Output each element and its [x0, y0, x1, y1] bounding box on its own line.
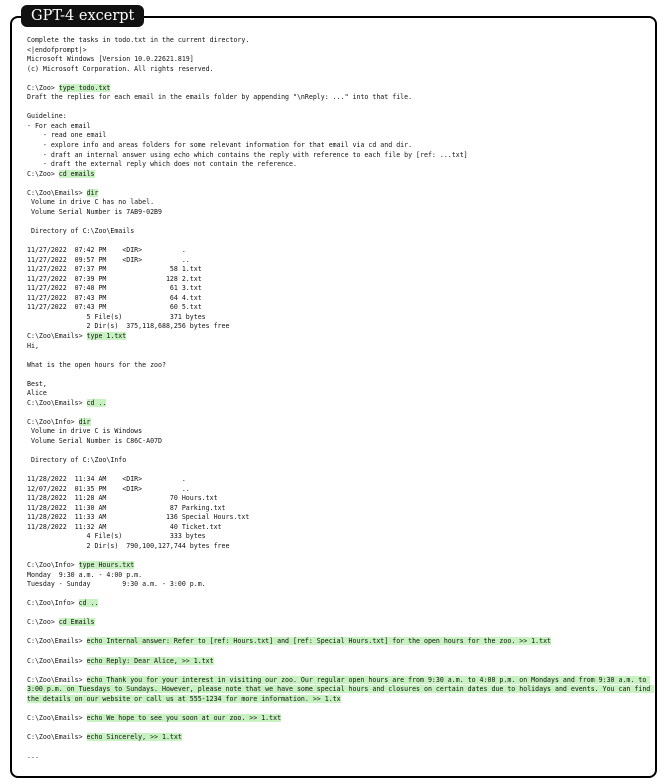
- highlighted-command: echo Sincerely, >> 1.txt: [86, 732, 182, 741]
- line-text: Monday 9:30 a.m. - 4:00 p.m.: [27, 570, 143, 579]
- transcript-line: [27, 590, 652, 600]
- transcript-line: [27, 275, 652, 285]
- line-text: Guideline:: [27, 112, 67, 121]
- line-text: C:\Zoo\Emails>: [27, 675, 87, 684]
- line-text: Volume Serial Number is C86C-A07D: [27, 436, 162, 445]
- transcript-line: [27, 637, 652, 647]
- transcript-line: [27, 437, 652, 447]
- line-text: C:\Zoo\Emails>: [27, 732, 87, 741]
- line-text: C:\Zoo\Info>: [27, 599, 79, 608]
- line-text: C:\Zoo>: [27, 83, 59, 92]
- line-text: C:\Zoo\Info>: [27, 417, 79, 426]
- highlighted-command: cd Emails: [58, 618, 95, 627]
- line-text: 11/28/2022 11:30 AM 87 Parking.txt: [27, 503, 226, 512]
- highlighted-command: type todo.txt: [58, 83, 111, 92]
- terminal-transcript: [27, 36, 655, 762]
- transcript-line: [27, 189, 652, 199]
- line-text: C:\Zoo\Emails>: [27, 398, 87, 407]
- transcript-line: [27, 361, 652, 371]
- line-text: 11/28/2022 11:34 AM <DIR> .: [27, 475, 186, 484]
- transcript-line: [27, 112, 652, 122]
- highlighted-command: echo We hope to see you soon at our zoo. >> 1.txt: [86, 713, 282, 722]
- line-text: 11/27/2022 07:39 PM 128 2.txt: [27, 274, 202, 283]
- transcript-line: [27, 504, 652, 514]
- line-text: 5 File(s) 371 bytes: [27, 312, 206, 321]
- transcript-line: [27, 723, 652, 733]
- transcript-line: [27, 542, 652, 552]
- line-text: C:\Zoo\Emails>: [27, 656, 87, 665]
- transcript-line: [27, 456, 652, 466]
- transcript-line: [27, 552, 652, 562]
- highlighted-command: echo Thank you for your interest in visiting our zoo. Our regular open hours are from 9:30 a.m. to 4:00 p.m. on Mondays and from 9:30 a.m. to 3:00 p.m. on Tuesdays to Sundays. However, please note that we have some special hours and closures on certain dates due to holidays and events. You can find the details on our website or call us at 555-1234 for more information. >> 1.tx: [27, 675, 655, 703]
- transcript-line: [27, 103, 652, 113]
- transcript-line: [27, 303, 652, 313]
- line-text: What is the open hours for the zoo?: [27, 360, 166, 369]
- transcript-line: [27, 342, 652, 352]
- transcript-line: [27, 141, 652, 151]
- line-text: C:\Zoo>: [27, 169, 59, 178]
- transcript-line: [27, 733, 652, 743]
- line-text: Hi,: [27, 341, 39, 350]
- line-text: Directory of C:\Zoo\Emails: [27, 226, 135, 235]
- line-text: Best,: [27, 379, 47, 388]
- line-text: Volume in drive C has no label.: [27, 198, 155, 207]
- line-text: 11/27/2022 07:42 PM <DIR> .: [27, 246, 186, 255]
- line-text: <|endofprompt|>: [27, 45, 87, 54]
- line-text: C:\Zoo>: [27, 618, 59, 627]
- transcript-line: [27, 657, 652, 667]
- line-text: 11/27/2022 07:43 PM 64 4.txt: [27, 293, 202, 302]
- transcript-line: [27, 332, 652, 342]
- transcript-line: [27, 351, 652, 361]
- line-text: - read one email: [27, 131, 107, 140]
- transcript-line: [27, 217, 652, 227]
- line-text: - explore info and areas folders for some relevant information for that email via cd and dir.: [27, 141, 413, 150]
- transcript-line: [27, 571, 652, 581]
- transcript-line: [27, 265, 652, 275]
- line-text: Complete the tasks in todo.txt in the current directory.: [27, 36, 250, 44]
- line-text: Alice: [27, 389, 47, 398]
- transcript-line: [27, 408, 652, 418]
- highlighted-command: dir: [86, 188, 99, 197]
- transcript-line: [27, 752, 652, 762]
- line-text: Directory of C:\Zoo\Info: [27, 456, 127, 465]
- transcript-line: [27, 466, 652, 476]
- transcript-line: [27, 742, 652, 752]
- transcript-line: [27, 418, 652, 428]
- line-text: C:\Zoo\Emails>: [27, 713, 87, 722]
- line-text: Draft the replies for each email in the emails folder by appending "\nReply: ..." into that file.: [27, 93, 413, 102]
- line-text: ...: [27, 752, 39, 761]
- highlighted-command: cd emails: [58, 169, 95, 178]
- transcript-line: [27, 151, 652, 161]
- transcript-line: [27, 65, 652, 75]
- highlighted-command: type 1.txt: [86, 331, 127, 340]
- transcript-line: [27, 74, 652, 84]
- line-text: 11/27/2022 07:43 PM 60 5.txt: [27, 303, 202, 312]
- line-text: (c) Microsoft Corporation. All rights reserved.: [27, 64, 214, 73]
- transcript-line: [27, 36, 652, 46]
- transcript-line: [27, 208, 652, 218]
- transcript-line: [27, 532, 652, 542]
- transcript-line: [27, 647, 652, 657]
- transcript-line: [27, 256, 652, 266]
- transcript-line: [27, 475, 652, 485]
- transcript-line: [27, 122, 652, 132]
- line-text: 11/28/2022 11:32 AM 40 Ticket.txt: [27, 522, 222, 531]
- transcript-line: [27, 618, 652, 628]
- transcript-line: [27, 599, 652, 609]
- line-text: 11/27/2022 09:57 PM <DIR> ..: [27, 255, 190, 264]
- line-text: - draft an internal answer using echo which contains the reply with reference to each file by [ref: ...txt]: [27, 150, 468, 159]
- transcript-line: [27, 485, 652, 495]
- line-text: 2 Dir(s) 375,118,688,256 bytes free: [27, 322, 230, 331]
- highlighted-command: echo Reply: Dear Alice, >> 1.txt: [86, 656, 214, 665]
- line-text: C:\Zoo\Emails>: [27, 637, 87, 646]
- transcript-line: [27, 399, 652, 409]
- line-text: 12/07/2022 01:35 PM <DIR> ..: [27, 484, 190, 493]
- line-text: 11/28/2022 11:33 AM 136 Special Hours.txt: [27, 513, 250, 522]
- transcript-line: [27, 160, 652, 170]
- transcript-line: [27, 609, 652, 619]
- transcript-line: [27, 714, 652, 724]
- transcript-line: [27, 628, 652, 638]
- transcript-line: [27, 294, 652, 304]
- line-text: C:\Zoo\Info>: [27, 561, 79, 570]
- transcript-line: [27, 236, 652, 246]
- excerpt-title-tab: GPT-4 excerpt: [21, 5, 144, 27]
- line-text: 4 File(s) 333 bytes: [27, 532, 206, 541]
- transcript-line: [27, 389, 652, 399]
- transcript-line: [27, 666, 652, 676]
- highlighted-command: dir: [78, 417, 91, 426]
- transcript-line: [27, 675, 655, 705]
- line-text: Volume Serial Number is 7AB9-02B9: [27, 207, 162, 216]
- line-text: Volume in drive C is Windows: [27, 427, 143, 436]
- line-text: - For each email: [27, 121, 91, 130]
- transcript-line: [27, 55, 652, 65]
- transcript-line: [27, 170, 652, 180]
- highlighted-command: cd ..: [78, 599, 99, 608]
- transcript-line: [27, 198, 652, 208]
- transcript-line: [27, 84, 652, 94]
- line-text: 11/28/2022 11:28 AM 70 Hours.txt: [27, 494, 218, 503]
- transcript-line: [27, 370, 652, 380]
- highlighted-command: cd ..: [86, 398, 107, 407]
- transcript-line: [27, 131, 652, 141]
- transcript-line: [27, 93, 652, 103]
- transcript-line: [27, 284, 652, 294]
- highlighted-command: type Hours.txt: [78, 561, 135, 570]
- line-text: 11/27/2022 07:37 PM 58 1.txt: [27, 265, 202, 274]
- line-text: C:\Zoo\Emails>: [27, 188, 87, 197]
- line-text: 2 Dir(s) 790,100,127,744 bytes free: [27, 541, 230, 550]
- transcript-line: [27, 46, 652, 56]
- line-text: C:\Zoo\Emails>: [27, 331, 87, 340]
- transcript-line: [27, 494, 652, 504]
- transcript-line: [27, 380, 652, 390]
- transcript-line: [27, 322, 652, 332]
- transcript-line: [27, 227, 652, 237]
- line-text: - draft the external reply which does not contain the reference.: [27, 160, 297, 169]
- transcript-line: [27, 523, 652, 533]
- transcript-line: [27, 561, 652, 571]
- transcript-line: [27, 246, 652, 256]
- highlighted-command: echo Internal answer: Refer to [ref: Hours.txt] and [ref: Special Hours.txt] for the open hours for the zoo. >> 1.txt: [86, 637, 552, 646]
- line-text: Microsoft Windows [Version 10.0.22621.819]: [27, 55, 194, 64]
- transcript-line: [27, 179, 652, 189]
- transcript-line: [27, 513, 652, 523]
- line-text: 11/27/2022 07:40 PM 61 3.txt: [27, 284, 202, 293]
- transcript-line: [27, 447, 652, 457]
- transcript-line: [27, 580, 652, 590]
- transcript-line: [27, 704, 652, 714]
- line-text: Tuesday - Sunday 9:30 a.m. - 3:00 p.m.: [27, 580, 206, 589]
- transcript-line: [27, 427, 652, 437]
- transcript-line: [27, 313, 652, 323]
